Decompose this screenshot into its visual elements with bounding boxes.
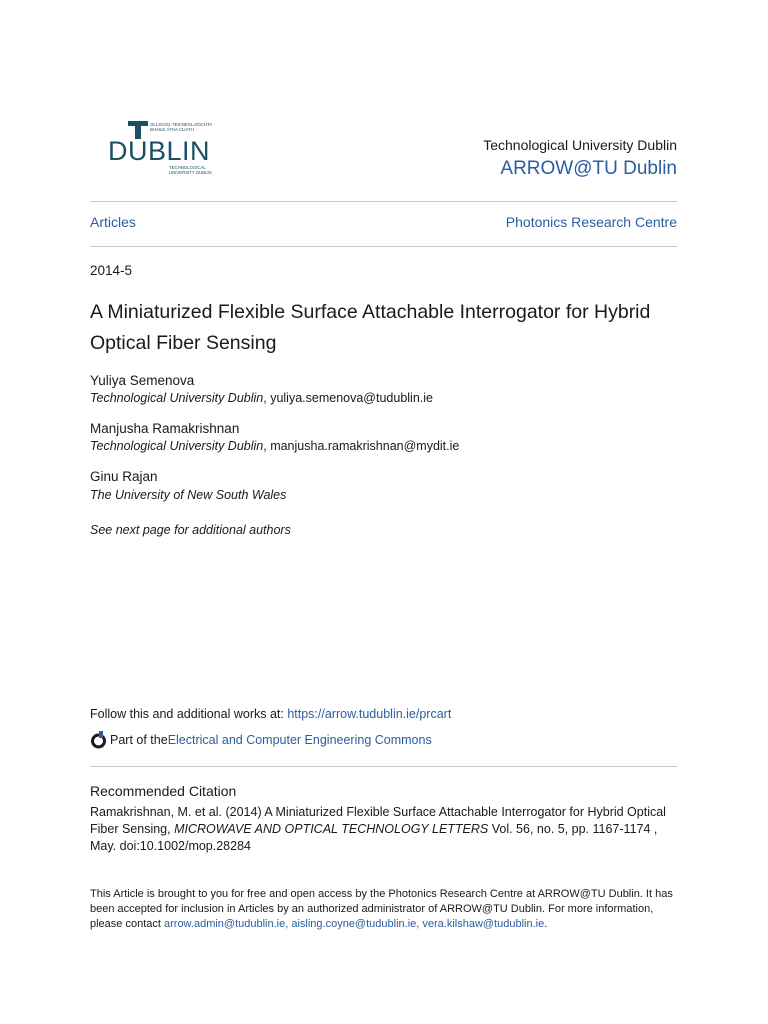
- commons-link[interactable]: Electrical and Computer Engineering Commons: [167, 733, 432, 747]
- author-name: Yuliya Semenova: [90, 373, 195, 388]
- divider: [90, 766, 677, 767]
- tu-dublin-logo[interactable]: [90, 118, 214, 180]
- svg-text:UNIVERSITY DUBLIN: UNIVERSITY DUBLIN: [169, 170, 212, 175]
- follow-line: [90, 707, 451, 721]
- svg-text:OLLSCOIL TEICNEOLAÍOCHTA: OLLSCOIL TEICNEOLAÍOCHTA: [150, 122, 213, 127]
- digital-commons-icon: [90, 731, 107, 749]
- author-affiliation: [90, 488, 286, 502]
- affiliation-name: The University of New South Wales: [90, 488, 287, 502]
- author-email: , manjusha.ramakrishnan@mydit.ie: [263, 439, 460, 453]
- author-name: Ginu Rajan: [90, 469, 158, 484]
- divider: [90, 246, 677, 247]
- svg-text:BHAILE ÁTHA CLIATH: BHAILE ÁTHA CLIATH: [150, 127, 194, 132]
- research-centre-link[interactable]: Photonics Research Centre: [505, 214, 677, 230]
- author-name: Manjusha Ramakrishnan: [90, 421, 240, 436]
- collection-url-link[interactable]: https://arrow.tudublin.ie/prcart: [287, 707, 452, 721]
- follow-prefix: Follow this and additional works at:: [90, 707, 288, 721]
- journal-name: MICROWAVE AND OPTICAL TECHNOLOGY LETTERS: [174, 822, 489, 836]
- author-affiliation: [90, 439, 459, 453]
- institution-name: Technological University Dublin: [483, 137, 677, 153]
- article-title: A Miniaturized Flexible Surface Attachable Interrogator for Hybrid Optical Fiber Sensing: [90, 301, 651, 354]
- divider: [90, 201, 677, 202]
- access-statement: [90, 887, 680, 932]
- access-end: .: [544, 918, 548, 930]
- part-of-prefix: Part of the: [110, 733, 168, 747]
- additional-authors-text: See next page for additional authors: [90, 523, 291, 537]
- access-text: This Article is brought to you for free and open access by the Photonics Research Centre at ARROW@TU Dublin. It has been accepted for inclusion in Articles by an authorized administrator of ARROW@TU Dublin. For more information, please contact: [90, 888, 673, 930]
- contact-emails-link[interactable]: arrow.admin@tudublin.ie, aisling.coyne@tudublin.ie, vera.kilshaw@tudublin.ie: [164, 918, 545, 930]
- citation-text: [90, 804, 680, 855]
- tu-dublin-logo-icon: [90, 118, 214, 180]
- svg-text:DUBLIN: DUBLIN: [108, 136, 211, 166]
- additional-authors-note: [90, 523, 291, 537]
- svg-text:TECHNOLOGICAL: TECHNOLOGICAL: [169, 165, 206, 170]
- citation-heading: Recommended Citation: [90, 783, 237, 799]
- affiliation-name: Technological University Dublin: [90, 439, 264, 453]
- part-of-line: [90, 731, 432, 749]
- repository-link[interactable]: ARROW@TU Dublin: [500, 158, 677, 179]
- publication-date: 2014-5: [90, 263, 133, 278]
- articles-link[interactable]: Articles: [90, 214, 136, 230]
- author-email: , yuliya.semenova@tudublin.ie: [263, 391, 433, 405]
- author-affiliation: [90, 391, 433, 405]
- citation-part-1: Ramakrishnan, M. et al. (2014) A Miniaturized Flexible Surface Attachable Interrogator for Hybrid Optical Fiber Sensing,: [90, 805, 666, 836]
- affiliation-name: Technological University Dublin: [90, 391, 264, 405]
- citation-part-2: Vol. 56, no. 5, pp. 1167-1174 , May. doi:10.1002/mop.28284: [90, 822, 658, 853]
